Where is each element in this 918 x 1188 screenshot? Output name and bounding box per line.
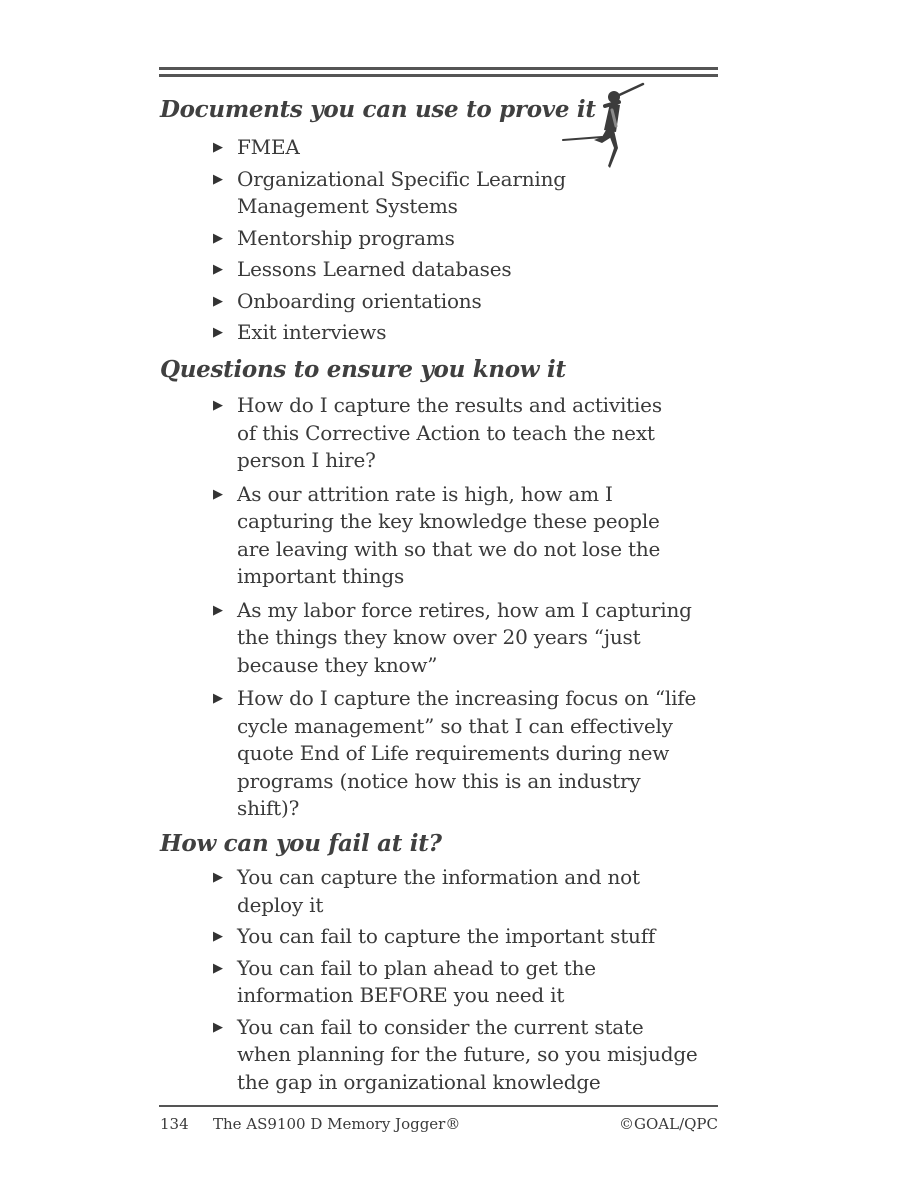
bullet-icon: ▶ <box>213 140 223 155</box>
list-item: ▶ Lessons Learned databases <box>211 256 731 284</box>
list-item: ▶ You can capture the information and not deploy it <box>213 865 640 917</box>
bullet-icon: ▶ <box>213 262 223 277</box>
bullet-icon: ▶ <box>213 230 223 246</box>
footer-rule <box>159 1105 718 1107</box>
bullet-icon: ▶ <box>213 1019 223 1035</box>
bullet-icon: ▶ <box>213 325 223 340</box>
climbing-person-icon <box>558 80 650 172</box>
list-item: ▶ Onboarding orientations <box>211 288 731 316</box>
header-rule-bottom <box>159 74 718 77</box>
bullet-icon: ▶ <box>213 398 223 413</box>
list-item: ▶ You can fail to capture the important stuff <box>211 923 731 951</box>
section-title-questions: Questions to ensure you know it <box>160 356 566 383</box>
list-documents <box>211 134 731 347</box>
page-number: 134 <box>160 1115 189 1133</box>
list-item: ▶ Organizational Specific Learning Management Systems <box>213 166 566 218</box>
list-item: ▶ As my labor force retires, how am I capturing the things they know over 20 years “just because they know” <box>213 597 692 677</box>
list-item: ▶ As our attrition rate is high, how am I capturing the key knowledge these people are leaving with so that we do not lose the important things <box>213 481 661 588</box>
bullet-icon: ▶ <box>213 691 223 706</box>
bullet-icon: ▶ <box>213 486 223 502</box>
bullet-icon: ▶ <box>213 870 223 885</box>
list-questions <box>211 392 731 823</box>
section-title-documents: Documents you can use to prove it <box>160 96 596 123</box>
bullet-icon: ▶ <box>213 171 223 187</box>
book-title: The AS9100 D Memory Jogger® <box>213 1115 461 1133</box>
list-item: ▶ How do I capture the results and activities of this Corrective Action to teach the next person I hire? <box>213 393 662 472</box>
bullet-icon: ▶ <box>213 602 223 618</box>
list-fail <box>211 864 731 1096</box>
section-title-fail: How can you fail at it? <box>160 830 442 857</box>
header-rule-top <box>159 67 718 70</box>
list-item: ▶ Exit interviews <box>211 319 731 347</box>
list-item: ▶ Mentorship programs <box>211 225 731 253</box>
bullet-icon: ▶ <box>213 929 223 944</box>
bullet-icon: ▶ <box>213 960 223 976</box>
list-item: ▶ FMEA <box>211 134 731 162</box>
list-item: ▶ You can fail to consider the current state when planning for the future, so you misjudge the gap in organizational knowledge <box>213 1014 698 1094</box>
bullet-icon: ▶ <box>213 293 223 309</box>
list-item: ▶ You can fail to plan ahead to get the information BEFORE you need it <box>213 955 596 1007</box>
list-item: ▶ How do I capture the increasing focus on “life cycle management” so that I can effectively quote End of Life requirements during new programs (notice how this is an industry shift)? <box>213 686 697 820</box>
copyright: ©GOAL/QPC <box>619 1115 718 1133</box>
